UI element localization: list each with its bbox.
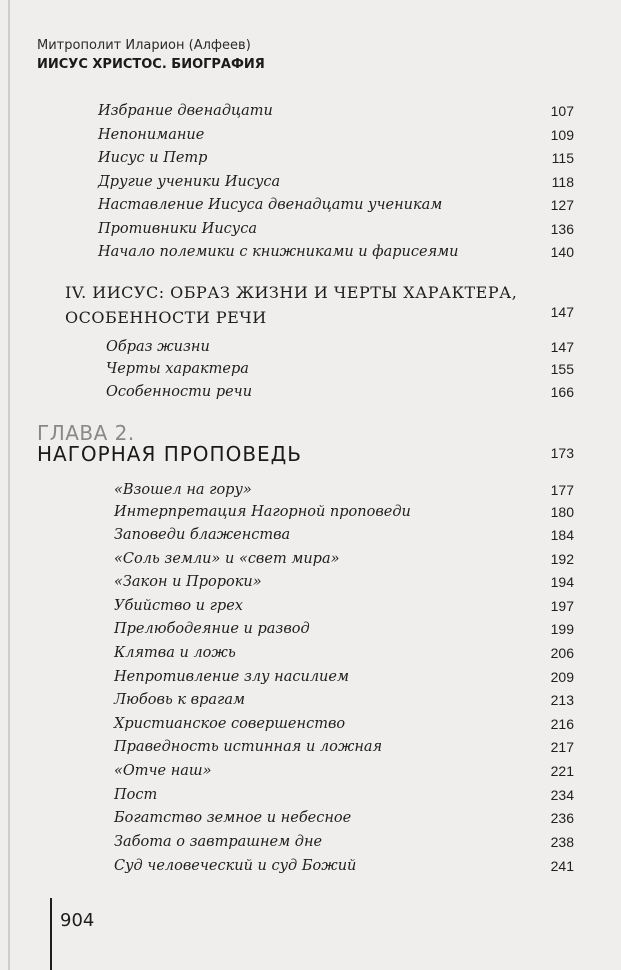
page-number: 904 bbox=[60, 910, 95, 931]
toc-entry bbox=[0, 810, 621, 834]
toc-entry-page: 213 bbox=[550, 692, 574, 708]
toc-entry-page: 206 bbox=[550, 645, 574, 661]
toc-entry-page: 209 bbox=[550, 669, 574, 685]
toc-entry-title: Христианское совершенство bbox=[114, 716, 346, 732]
section-heading-page: 147 bbox=[550, 304, 574, 320]
toc-entry-page: 217 bbox=[550, 739, 574, 755]
toc-entry-title: Другие ученики Иисуса bbox=[98, 174, 281, 190]
toc-entry bbox=[0, 598, 621, 622]
toc-entry-page: 184 bbox=[550, 527, 574, 543]
toc-entry-title: «Отче наш» bbox=[114, 763, 212, 779]
toc-entry bbox=[0, 361, 621, 385]
toc-entry bbox=[0, 551, 621, 575]
toc-entry-title: Богатство земное и небесное bbox=[114, 810, 352, 826]
toc-entry bbox=[0, 504, 621, 528]
footer-rule bbox=[50, 898, 52, 970]
toc-entry-title: Противники Иисуса bbox=[98, 221, 257, 237]
section-heading-line2: ОСОБЕННОСТИ РЕЧИ bbox=[65, 308, 267, 327]
toc-entry-page: 236 bbox=[550, 810, 574, 826]
toc-entry-page: 197 bbox=[550, 598, 574, 614]
toc-entry-title: «Закон и Пророки» bbox=[114, 574, 262, 590]
toc-entry-title: Прелюбодеяние и развод bbox=[114, 621, 310, 637]
toc-entry-page: 107 bbox=[550, 103, 574, 119]
toc-entry-title: «Взошел на гору» bbox=[114, 482, 252, 498]
toc-entry-title: Образ жизни bbox=[106, 339, 210, 355]
toc-entry bbox=[0, 787, 621, 811]
toc-entry bbox=[0, 739, 621, 763]
toc-entry-page: 166 bbox=[550, 384, 574, 400]
toc-entry-page: 140 bbox=[550, 244, 574, 260]
toc-entry-title: Любовь к врагам bbox=[114, 692, 246, 708]
toc-entry bbox=[0, 716, 621, 740]
toc-entry-title: Наставление Иисуса двенадцати ученикам bbox=[98, 197, 443, 213]
toc-entry-title: Непротивление злу насилием bbox=[114, 669, 349, 685]
chapter-title: НАГОРНАЯ ПРОПОВЕДЬ bbox=[37, 442, 303, 466]
toc-entry bbox=[0, 384, 621, 408]
toc-entry bbox=[0, 482, 621, 506]
toc-entry-page: 127 bbox=[550, 197, 574, 213]
toc-entry-title: Убийство и грех bbox=[114, 598, 243, 614]
toc-entry-title: Избрание двенадцати bbox=[98, 103, 273, 119]
toc-entry-page: 136 bbox=[550, 221, 574, 237]
toc-entry-title: Черты характера bbox=[106, 361, 249, 377]
toc-entry-page: 180 bbox=[550, 504, 574, 520]
toc-entry bbox=[0, 244, 621, 268]
toc-entry bbox=[0, 669, 621, 693]
toc-entry-title: Пост bbox=[114, 787, 158, 803]
toc-entry-page: 109 bbox=[550, 127, 574, 143]
toc-entry bbox=[0, 197, 621, 221]
toc-entry-page: 194 bbox=[550, 574, 574, 590]
toc-entry-page: 147 bbox=[550, 339, 574, 355]
toc-entry-title: Интерпретация Нагорной проповеди bbox=[114, 504, 411, 520]
toc-entry-title: Заповеди блаженства bbox=[114, 527, 291, 543]
toc-entry bbox=[0, 174, 621, 198]
toc-entry-page: 238 bbox=[550, 834, 574, 850]
toc-entry bbox=[0, 621, 621, 645]
toc-entry-title: Забота о завтрашнем дне bbox=[114, 834, 323, 850]
running-header-author: Митрополит Иларион (Алфеев) bbox=[37, 38, 251, 53]
toc-entry bbox=[0, 150, 621, 174]
toc-entry-page: 221 bbox=[550, 763, 574, 779]
toc-entry-title: Непонимание bbox=[98, 127, 205, 143]
toc-entry bbox=[0, 339, 621, 363]
toc-entry-title: «Соль земли» и «свет мира» bbox=[114, 551, 340, 567]
toc-entry-title: Суд человеческий и суд Божий bbox=[114, 858, 357, 874]
toc-entry-page: 115 bbox=[551, 150, 574, 166]
running-header-title: ИИСУС ХРИСТОС. БИОГРАФИЯ bbox=[37, 57, 265, 72]
toc-entry bbox=[0, 763, 621, 787]
toc-entry-page: 118 bbox=[551, 174, 574, 190]
toc-entry-page: 192 bbox=[550, 551, 574, 567]
toc-entry-title: Особенности речи bbox=[106, 384, 253, 400]
toc-entry-page: 177 bbox=[550, 482, 574, 498]
toc-entry bbox=[0, 127, 621, 151]
toc-entry-title: Начало полемики с книжниками и фарисеями bbox=[98, 244, 459, 260]
chapter-label: ГЛАВА 2. bbox=[37, 421, 135, 445]
toc-entry-title: Клятва и ложь bbox=[114, 645, 236, 661]
toc-entry-page: 234 bbox=[550, 787, 574, 803]
toc-entry bbox=[0, 574, 621, 598]
toc-entry-page: 241 bbox=[550, 858, 574, 874]
toc-entry bbox=[0, 834, 621, 858]
toc-entry bbox=[0, 103, 621, 127]
toc-entry-title: Иисус и Петр bbox=[98, 150, 208, 166]
toc-entry bbox=[0, 221, 621, 245]
toc-entry-page: 216 bbox=[550, 716, 574, 732]
toc-entry bbox=[0, 527, 621, 551]
chapter-page: 173 bbox=[550, 445, 574, 461]
toc-entry bbox=[0, 858, 621, 882]
toc-entry-title: Праведность истинная и ложная bbox=[114, 739, 383, 755]
section-heading-line1: IV. ИИСУС: ОБРАЗ ЖИЗНИ И ЧЕРТЫ ХАРАКТЕРА, bbox=[65, 283, 518, 302]
toc-entry-page: 155 bbox=[550, 361, 574, 377]
toc-entry bbox=[0, 692, 621, 716]
toc-entry-page: 199 bbox=[550, 621, 574, 637]
toc-entry bbox=[0, 645, 621, 669]
